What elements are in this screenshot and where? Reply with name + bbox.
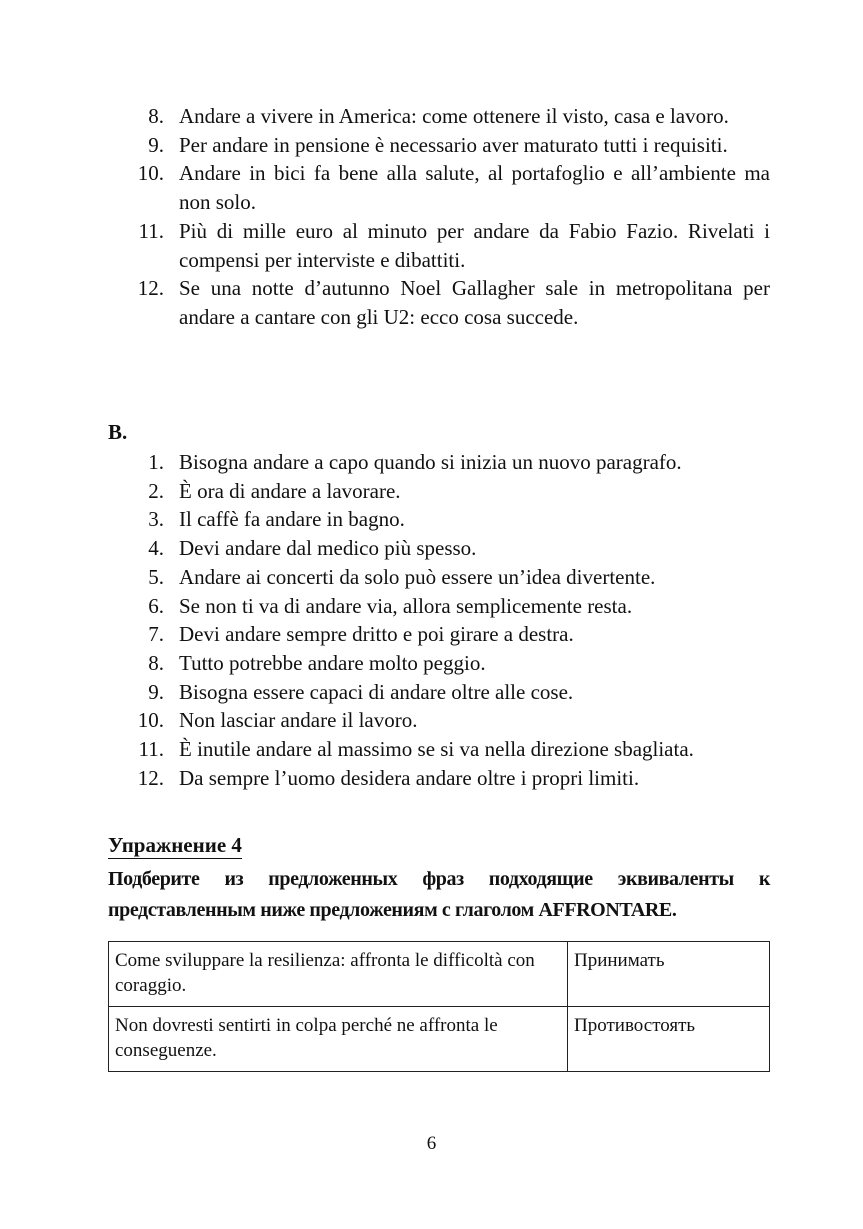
item-text: Non lasciar andare il lavoro.: [179, 708, 418, 733]
item-text: Da sempre l’uomo desidera andare oltre i propri limiti.: [179, 765, 640, 790]
item-text: Più di mille euro al minuto per andare da Fabio Fazio. Rivelati i compensi per interviste e dibattiti.: [179, 218, 770, 272]
list-item: [108, 706, 770, 735]
table-row: [109, 1007, 770, 1072]
item-number: 11.: [138, 737, 164, 762]
list-item: [108, 649, 770, 678]
list-a: [108, 102, 770, 332]
item-number: 6.: [148, 593, 164, 618]
item-number: 3.: [148, 507, 164, 532]
item-text: Tutto potrebbe andare molto peggio.: [179, 650, 486, 675]
list-item: [108, 217, 770, 274]
item-text: Se non ti va di andare via, allora semplicemente resta.: [179, 593, 633, 618]
item-number: 7.: [148, 622, 164, 647]
item-number: 4.: [148, 536, 164, 561]
item-number: 12.: [137, 765, 164, 790]
exercise-instruction: Подберите из предложенных фраз подходящие эквиваленты к представленным ниже предложениям с глаголом AFFRONTARE.: [108, 868, 770, 921]
list-item: [108, 620, 770, 649]
item-text: Il caffè fa andare in bagno.: [179, 507, 405, 532]
list-item: [108, 563, 770, 592]
table-cell-russian: Противостоять: [568, 1007, 770, 1072]
list-item: [108, 764, 770, 793]
list-item: [108, 735, 770, 764]
list-item: [108, 505, 770, 534]
item-text: Andare a vivere in America: come ottenere il visto, casa e lavoro.: [179, 104, 729, 128]
item-text: Se una notte d’autunno Noel Gallagher sale in metropolitana per andare a cantare con gli U2: ecco cosa succede.: [179, 276, 770, 329]
item-number: 10.: [137, 161, 164, 186]
item-number: 9.: [148, 679, 164, 704]
item-text: Per andare in pensione è necessario aver maturato tutti i requisiti.: [179, 132, 728, 157]
table-cell-russian: Принимать: [568, 942, 770, 1007]
table-cell-italian: Come sviluppare la resilienza: affronta le difficoltà con coraggio.: [109, 942, 568, 1007]
item-text: Bisogna essere capaci di andare oltre alle cose.: [179, 679, 574, 704]
item-number: 9.: [148, 132, 164, 157]
item-text: Devi andare sempre dritto e poi girare a destra.: [179, 622, 574, 647]
item-text: È inutile andare al massimo se si va nella direzione sbagliata.: [179, 737, 694, 762]
list-item: [108, 477, 770, 506]
list-item: [108, 592, 770, 621]
item-number: 2.: [148, 478, 164, 503]
table-cell-italian: Non dovresti sentirti in colpa perché ne affronta le conseguenze.: [109, 1007, 568, 1072]
item-text: Andare ai concerti da solo può essere un’idea divertente.: [179, 564, 656, 589]
list-item: [108, 102, 770, 131]
item-text: È ora di andare a lavorare.: [179, 478, 401, 503]
list-item: [108, 159, 770, 216]
list-item: [108, 131, 770, 160]
item-number: 8.: [148, 650, 164, 675]
item-number: 1.: [148, 450, 164, 474]
item-text: Bisogna andare a capo quando si inizia un nuovo paragrafo.: [179, 450, 682, 474]
item-text: Devi andare dal medico più spesso.: [179, 536, 477, 561]
section-b-heading: B.: [108, 420, 128, 444]
list-item: [108, 274, 770, 331]
exercise-title: Упражнение 4: [108, 833, 242, 857]
list-item: [108, 448, 770, 477]
list-item: [108, 534, 770, 563]
item-number: 10.: [137, 708, 164, 733]
table-row: [109, 942, 770, 1007]
item-number: 5.: [148, 564, 164, 589]
list-item: [108, 678, 770, 707]
item-number: 12.: [137, 276, 164, 301]
list-b: [108, 448, 770, 792]
item-number: 11.: [138, 218, 164, 243]
item-text: Andare in bici fa bene alla salute, al portafoglio e all’ambiente ma non solo.: [179, 161, 770, 215]
item-number: 8.: [148, 104, 164, 128]
exercise-table: [108, 941, 770, 1072]
page-number: 6: [426, 1133, 437, 1154]
